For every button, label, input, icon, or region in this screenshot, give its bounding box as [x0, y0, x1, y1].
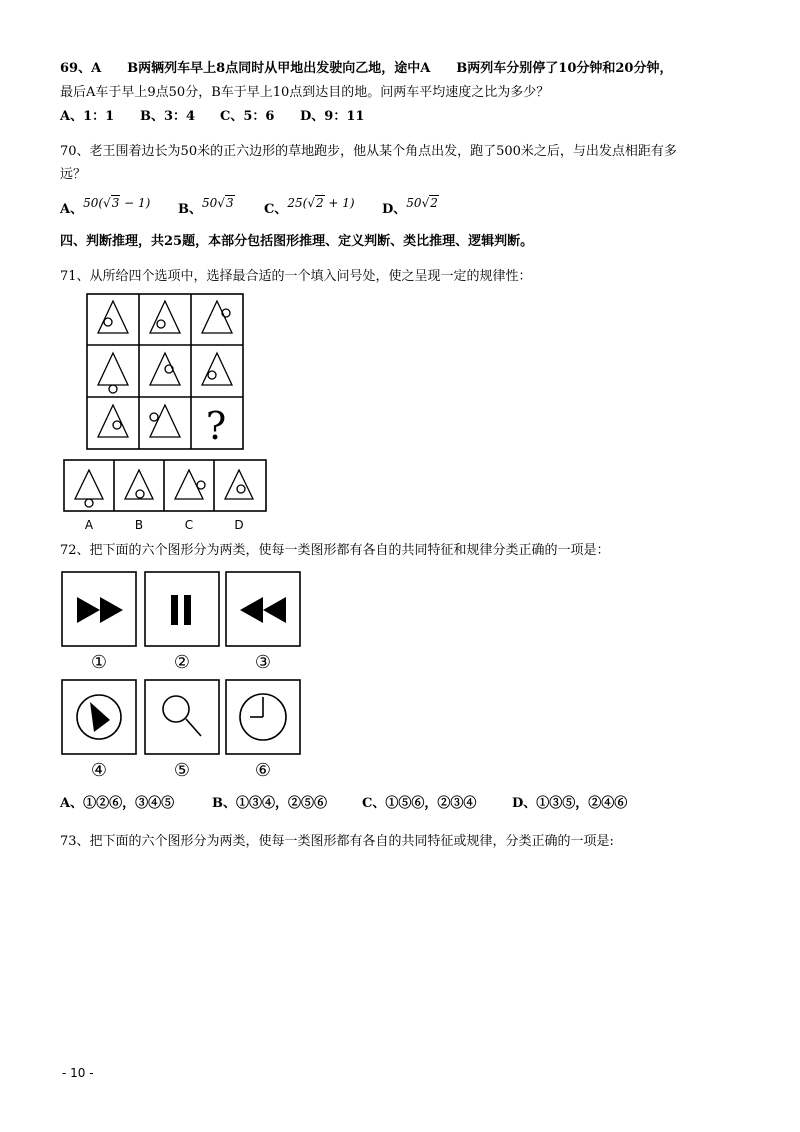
fast-forward-icon: [77, 597, 123, 623]
q70-option-d: D、50√2: [382, 196, 438, 217]
q70-line2: 远？: [60, 167, 87, 182]
q72-option-c: C、①⑤⑥，②③④: [362, 796, 477, 811]
q69-options: [60, 108, 365, 126]
q69-option-c: C、5：6: [220, 109, 275, 124]
q70-option-b: B、50√3: [178, 196, 234, 217]
q71-question-mark: ?: [205, 404, 227, 448]
q71-text: 71、从所给四个选项中，选择最合适的一个填入问号处，使之呈现一定的规律性：: [60, 269, 532, 284]
q70-line1: 70、老王围着边长为50米的正六边形的草地跑步，他从某个角点出发，跑了500米之后，与出发点相距有多: [60, 144, 677, 159]
q72-label-4: ④: [90, 760, 108, 781]
q71-options-figure: [63, 459, 269, 535]
q72-label-6: ⑥: [254, 760, 272, 781]
q71-grid-figure: [86, 293, 246, 451]
q69-option-d: D、9：11: [300, 109, 365, 124]
q72-label-2: ②: [173, 652, 191, 673]
q71-label-d: D: [234, 518, 244, 532]
q72-option-a: A、①②⑥，③④⑤: [60, 796, 175, 811]
q71-label-a: A: [84, 518, 94, 532]
q70-option-a: A、50(√3 − 1): [60, 196, 151, 217]
q71-label-c: C: [184, 518, 194, 532]
q70-option-c: C、25(√2 + 1): [264, 196, 355, 217]
magnifier-icon: [163, 696, 201, 736]
page-number: - 10 -: [62, 1066, 94, 1080]
pause-icon: [171, 595, 191, 625]
q69-option-b: B、3：4: [140, 109, 196, 124]
clock-icon: [240, 694, 286, 740]
section-heading: 四、判断推理，共25题，本部分包括图形推理、定义判断、类比推理、逻辑判断。: [60, 234, 534, 249]
q72-option-d: D、①③⑤，②④⑥: [512, 796, 628, 811]
q69-option-a: A、1：1: [60, 109, 115, 124]
rewind-icon: [240, 597, 286, 623]
q72-figures: [60, 570, 305, 782]
q69-line2: 最后A车于早上9点50分，B车于早上10点到达目的地。问两车平均速度之比为多少？: [60, 85, 550, 100]
q73-text: 73、把下面的六个图形分为两类，使每一类图形都有各自的共同特征或规律，分类正确的一项是:: [60, 834, 614, 849]
q72-text: 72、把下面的六个图形分为两类，使每一类图形都有各自的共同特征和规律分类正确的一项是：: [60, 543, 610, 558]
q72-label-1: ①: [90, 652, 108, 673]
q71-label-b: B: [134, 518, 144, 532]
q72-option-b: B、①③④，②⑤⑥: [212, 796, 327, 811]
q72-label-3: ③: [254, 652, 272, 673]
q69-line1: 69、A B两辆列车早上8点同时从甲地出发驶向乙地，途中A B两列车分别停了10分钟和20分钟，: [60, 61, 673, 76]
play-circle-icon: [77, 695, 121, 739]
q72-label-5: ⑤: [173, 760, 191, 781]
